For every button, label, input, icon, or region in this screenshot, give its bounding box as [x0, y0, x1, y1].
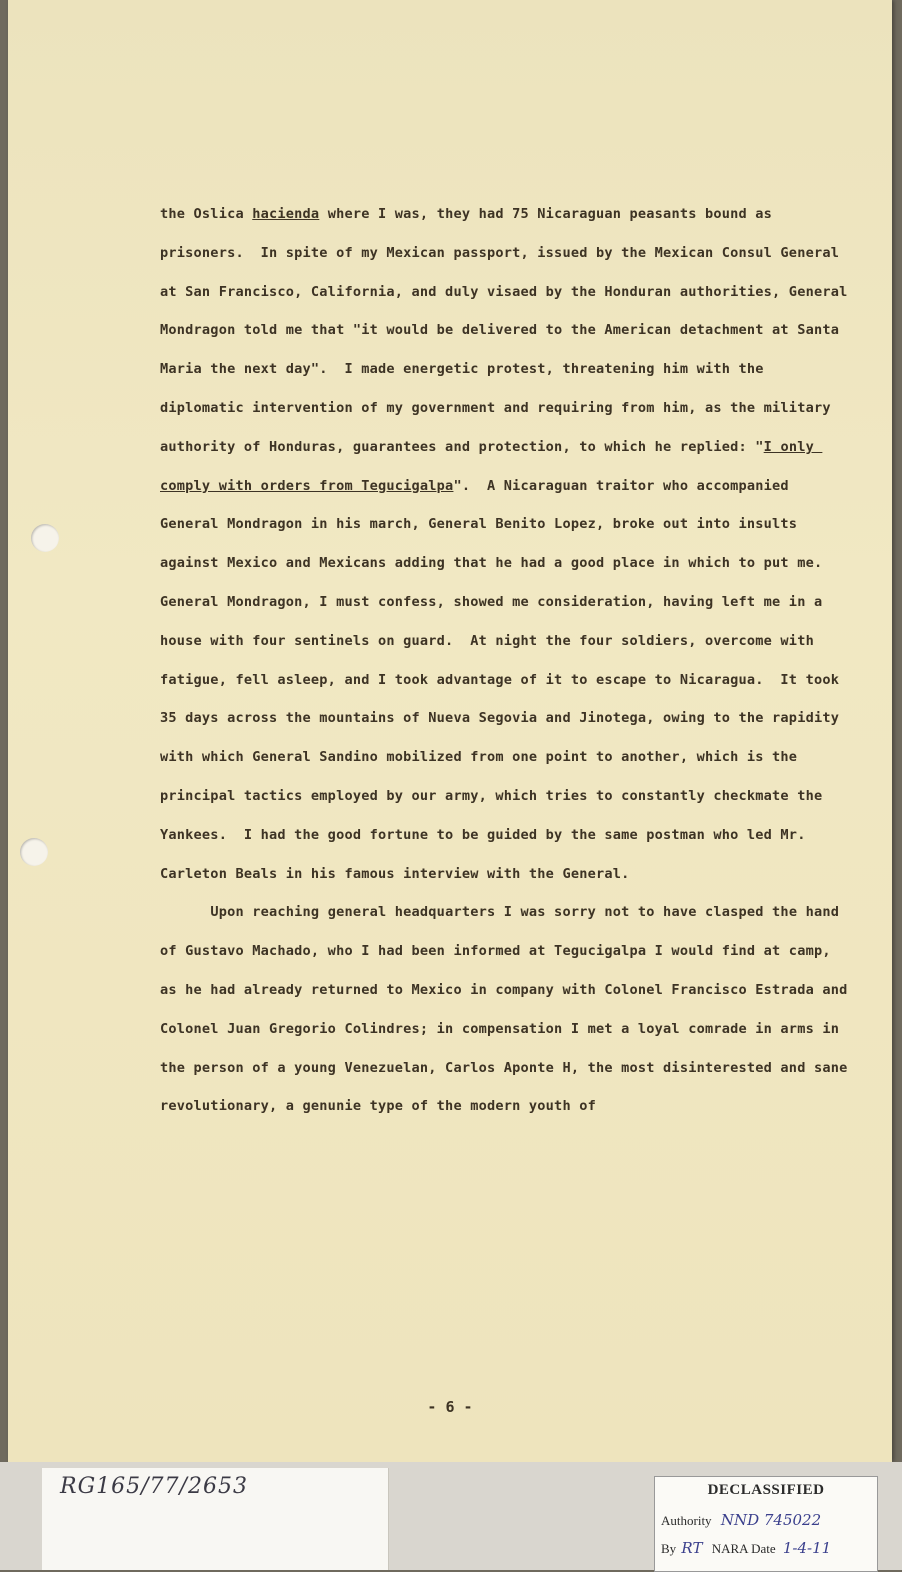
underlined-text: hacienda [252, 206, 320, 222]
document-page [8, 0, 892, 1462]
text-run: ". A Nicaraguan traitor who accompanied General Mondragon in his march, General Benito Lopez, broke out into insults against Mexico and Mexicans adding that he had a good place in which to put me. General Mondragon, I must confess, showed me consideration, having left me in a house with four sentinels on guard. At night the four soldiers, overcome with fatigue, fell asleep, and I took advantage of it to escape to Nicaragua. It took 35 days across the mountains of Nueva Segovia and Jinotega, owing to the rapidity with which General Sandino mobilized from one point to another, which is the principal tactics employed by our army, which tries to constantly checkmate the Yankees. I had the good fortune to be guided by the same postman who led Mr. Carleton Beals in his famous interview with the General. [160, 477, 848, 882]
paragraph-1 [160, 195, 856, 893]
underlined-text: I only comply with orders from Tegucigalpa [160, 438, 823, 494]
punch-hole-bottom [20, 838, 48, 866]
nara-date-label: NARA Date [711, 1541, 776, 1556]
paragraph-2 [160, 893, 856, 1126]
page-number: - 6 - [427, 1398, 473, 1416]
typed-body-text [160, 195, 856, 1126]
declassified-stamp [654, 1476, 878, 1572]
authority-value: NND 745022 [720, 1511, 822, 1529]
stamp-authority-row [661, 1511, 821, 1529]
archive-label-card [42, 1468, 389, 1570]
text-run: the Oslica [160, 206, 253, 222]
stamp-by-row [661, 1539, 831, 1557]
authority-label: Authority [661, 1513, 712, 1528]
by-value: RT [681, 1539, 703, 1557]
stamp-title: DECLASSIFIED [707, 1482, 825, 1498]
punch-hole-top [31, 524, 59, 552]
by-label: By [661, 1541, 677, 1556]
text-run: where I was, they had 75 Nicaraguan peasants bound as prisoners. In spite of my Mexican passport, issued by the Mexican Consul General at San Francisco, California, and duly visaed by the Honduran authorities, General Mondragon told me that "it would be delivered to the American detachment at Santa Maria the next day". I made energetic protest, threatening him with the diplomatic intervention of my government and requiring from him, as the military authority of Honduras, guarantees and protection, to which he replied: " [160, 206, 856, 455]
date-value: 1-4-11 [782, 1539, 832, 1557]
text-run: Upon reaching general headquarters I was sorry not to have clasped the hand of Gustavo Machado, who I had been informed at Tegucigalpa I would find at camp, as he had already returned to Mexico in company with Colonel Francisco Estrada and Colonel Juan Gregorio Colindres; in compensation I met a loyal comrade in arms in the person of a young Venezuelan, Carlos Aponte H, the most disinterested and sane revolutionary, a genunie type of the modern youth of [160, 904, 856, 1115]
archive-reference: RG165/77/2653 [60, 1474, 248, 1499]
